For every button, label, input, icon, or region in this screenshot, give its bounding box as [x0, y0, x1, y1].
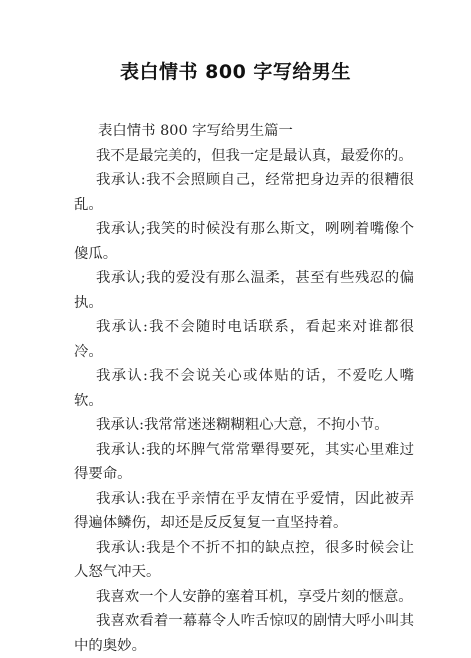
document-body — [74, 119, 414, 658]
paragraph: 我承认:我的坏脾气常常犟得要死，其实心里难过得要命。 — [74, 441, 414, 482]
paragraph: 我承认;我的爱没有那么温柔，甚至有些残忍的偏执。 — [74, 270, 414, 311]
paragraph: 我承认:我是个不折不扣的缺点控，很多时候会让人怒气冲天。 — [74, 539, 414, 580]
paragraph: 我喜欢看着一幕幕令人咋舌惊叹的剧情大呼小叫其中的奥妙。 — [74, 613, 414, 654]
document-title: 表白情书 800 字写给男生 — [120, 61, 351, 83]
paragraph: 我承认;我笑的时候没有那么斯文，咧咧着嘴像个傻瓜。 — [74, 221, 414, 262]
paragraph: 我承认:我不会说关心或体贴的话，不爱吃人嘴软。 — [74, 368, 414, 409]
paragraph: 我喜欢一个人安静的塞着耳机，享受片刻的惬意。 — [96, 588, 413, 605]
paragraph: 我承认:我常常迷迷糊糊粗心大意，不拘小节。 — [96, 417, 389, 433]
paragraph: 我承认:我不会随时电话联系，看起来对谁都很冷。 — [74, 319, 414, 360]
paragraph: 我不是最完美的，但我一定是最认真，最爱你的。 — [96, 147, 413, 164]
paragraph: 我承认:我不会照顾自己，经常把身边弄的很糟很乱。 — [74, 172, 414, 213]
section-heading: 表白情书 800 字写给男生篇一 — [98, 123, 293, 139]
paragraph: 我承认:我在乎亲情在乎友情在乎爱情，因此被弄得遍体鳞伤，却还是反反复复一直坚持着。 — [74, 490, 414, 531]
